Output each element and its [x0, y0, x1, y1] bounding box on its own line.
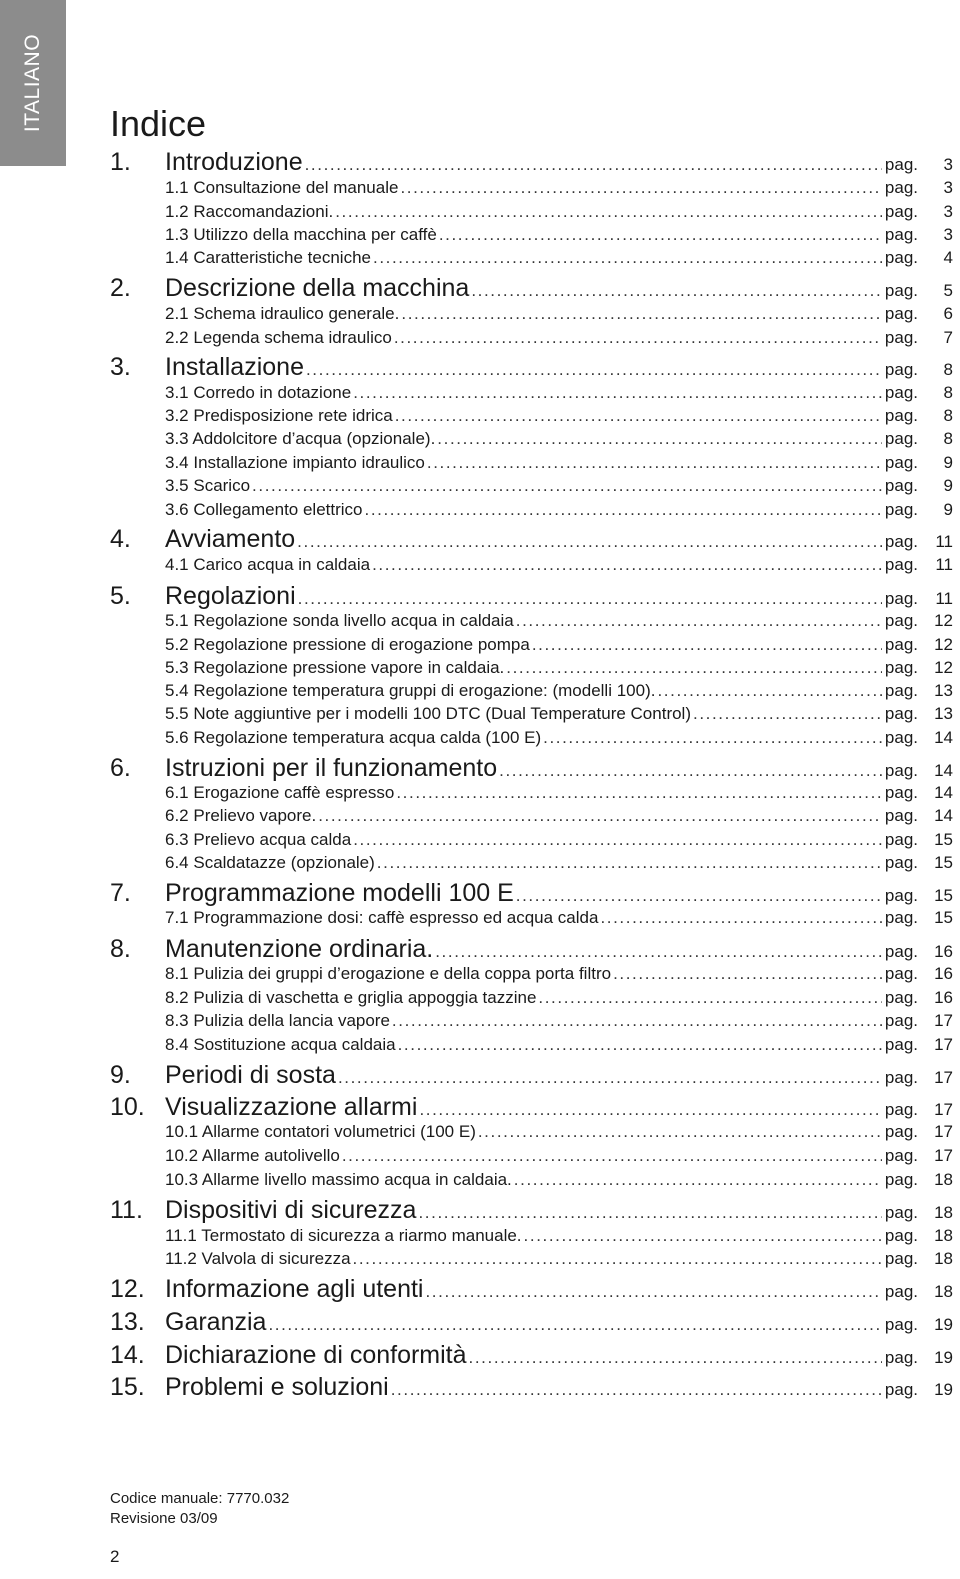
toc-page-number: 19: [934, 1348, 953, 1367]
toc-page-number: 14: [934, 761, 953, 780]
toc-page-label: pag.: [884, 360, 918, 379]
toc-dot-leader: [439, 223, 882, 246]
toc-page-label: pag.: [884, 532, 918, 551]
toc-chapter-number: 10.: [110, 1093, 145, 1121]
toc-page-number: 4: [943, 247, 953, 267]
toc-page-number: 14: [934, 727, 953, 747]
toc-page-label: pag.: [884, 1225, 918, 1245]
toc-entry-title: 3.1 Corredo in dotazione: [165, 382, 352, 402]
toc-page-number: 7: [943, 327, 953, 347]
toc-entry-title: 5.5 Note aggiuntive per i modelli 100 DTC (Dual Temperature Control): [165, 703, 691, 723]
toc-entry-title: 3.5 Scarico: [165, 475, 251, 495]
toc-entry-title: Periodi di sosta: [165, 1061, 336, 1089]
toc-dot-leader: [524, 1224, 882, 1247]
toc-chapter-number: 11.: [110, 1196, 143, 1224]
toc-page-label: pag.: [884, 177, 918, 197]
toc-page-label: pag.: [884, 1010, 918, 1030]
toc-page-label: pag.: [884, 1034, 918, 1054]
toc-chapter-row: [110, 581, 953, 611]
toc-page-label: pag.: [884, 224, 918, 244]
toc-dot-leader: [401, 302, 882, 325]
toc-page-label: pag.: [884, 1282, 918, 1301]
toc-entry-title: 2.2 Legenda schema idraulico: [165, 327, 392, 347]
toc-section-row: [110, 804, 953, 827]
toc-page-label: pag.: [884, 727, 918, 747]
toc-page-label: pag.: [884, 1348, 918, 1367]
toc-dot-leader: [693, 702, 882, 725]
toc-entry-title: 11.2 Valvola di sicurezza: [165, 1248, 351, 1268]
toc-page-number: 9: [943, 452, 953, 472]
toc-chapter-row: [110, 352, 953, 382]
toc-entry-title: 1.2 Raccomandazioni.: [165, 201, 334, 221]
toc-section-row: [110, 986, 953, 1009]
toc-page-number: 15: [934, 829, 953, 849]
toc-chapter-row: [110, 878, 953, 908]
toc-entry-title: 6.4 Scaldatazze (opzionale): [165, 852, 375, 872]
toc-chapter-row: [110, 1060, 953, 1090]
toc-dot-leader: [353, 828, 882, 851]
toc-page-label: pag.: [884, 303, 918, 323]
page-title: Indice: [110, 103, 207, 144]
toc-section-row: [110, 1120, 953, 1143]
toc-dot-leader: [338, 1063, 882, 1093]
toc-section-row: [110, 223, 953, 246]
toc-section-row: [110, 1144, 953, 1167]
toc-entry-title: Visualizzazione allarmi: [165, 1093, 418, 1121]
toc-page-label: pag.: [884, 1315, 918, 1334]
toc-page-number: 17: [934, 1145, 953, 1165]
toc-page-label: pag.: [884, 1068, 918, 1087]
toc-page-number: 13: [934, 680, 953, 700]
toc-page-number: 19: [934, 1315, 953, 1334]
toc-page-label: pag.: [884, 634, 918, 654]
toc-entry-title: 5.1 Regolazione sonda livello acqua in caldaia: [165, 610, 514, 630]
toc-page-number: 18: [934, 1282, 953, 1301]
toc-dot-leader: [600, 906, 881, 929]
toc-chapter-number: 4.: [110, 525, 131, 553]
toc-page-number: 17: [934, 1100, 953, 1119]
toc-page-label: pag.: [884, 610, 918, 630]
toc-dot-leader: [391, 1375, 882, 1405]
toc-page-number: 16: [934, 987, 953, 1007]
toc-page-label: pag.: [884, 680, 918, 700]
toc-page-label: pag.: [884, 886, 918, 905]
toc-dot-leader: [516, 609, 882, 632]
toc-chapter-number: 8.: [110, 935, 131, 963]
toc-chapter-number: 9.: [110, 1061, 131, 1089]
toc-page-number: 12: [934, 657, 953, 677]
toc-section-row: [110, 1224, 953, 1247]
toc-page-number: 3: [943, 201, 953, 221]
toc-page-label: pag.: [884, 761, 918, 780]
toc-entry-title: 6.2 Prelievo vapore.: [165, 805, 317, 825]
toc-page-number: 8: [943, 360, 953, 379]
toc-page-label: pag.: [884, 554, 918, 574]
toc-dot-leader: [365, 498, 882, 521]
toc-dot-leader: [514, 1168, 882, 1191]
toc-page-number: 3: [943, 177, 953, 197]
toc-section-row: [110, 474, 953, 497]
toc-dot-leader: [252, 474, 882, 497]
toc-entry-title: 8.4 Sostituzione acqua caldaia: [165, 1034, 396, 1054]
toc-section-row: [110, 176, 953, 199]
toc-chapter-row: [110, 1372, 953, 1402]
toc-page-label: pag.: [884, 428, 918, 448]
toc-dot-leader: [353, 381, 882, 404]
toc-chapter-row: [110, 1340, 953, 1370]
toc-dot-leader: [532, 633, 882, 656]
toc-dot-leader: [395, 404, 882, 427]
toc-page-label: pag.: [884, 155, 918, 174]
toc-chapter-row: [110, 753, 953, 783]
toc-page-number: 8: [943, 405, 953, 425]
toc-page-number: 8: [943, 428, 953, 448]
toc-chapter-number: 14.: [110, 1341, 145, 1369]
toc-dot-leader: [394, 326, 882, 349]
toc-page-number: 17: [934, 1034, 953, 1054]
toc-page-label: pag.: [884, 327, 918, 347]
toc-entry-title: 3.3 Addolcitore d’acqua (opzionale).: [165, 428, 436, 448]
toc-section-row: [110, 1009, 953, 1032]
toc-entry-title: 1.4 Caratteristiche tecniche: [165, 247, 371, 267]
toc-entry-title: 8.2 Pulizia di vaschetta e griglia appoggia tazzine: [165, 987, 537, 1007]
toc-page-number: 16: [934, 942, 953, 961]
toc-page-number: 11: [935, 532, 953, 551]
toc-section-row: [110, 427, 953, 450]
toc-page-label: pag.: [884, 1203, 918, 1222]
toc-dot-leader: [657, 679, 881, 702]
toc-page-label: pag.: [884, 201, 918, 221]
table-of-contents: [110, 0, 953, 1579]
toc-page-label: pag.: [884, 782, 918, 802]
toc-page-number: 3: [943, 155, 953, 174]
toc-entry-title: 4.1 Carico acqua in caldaia: [165, 554, 371, 574]
toc-page-label: pag.: [884, 907, 918, 927]
toc-dot-leader: [353, 1247, 882, 1270]
toc-chapter-row: [110, 1307, 953, 1337]
toc-entry-title: Regolazioni: [165, 582, 296, 610]
toc-section-row: [110, 702, 953, 725]
toc-page-number: 9: [943, 475, 953, 495]
toc-section-row: [110, 781, 953, 804]
toc-section-row: [110, 553, 953, 576]
toc-page-number: 16: [934, 963, 953, 983]
toc-dot-leader: [425, 1277, 881, 1307]
toc-page-label: pag.: [884, 963, 918, 983]
toc-chapter-row: [110, 1274, 953, 1304]
toc-chapter-number: 12.: [110, 1275, 145, 1303]
toc-section-row: [110, 851, 953, 874]
toc-entry-title: 10.2 Allarme autolivello: [165, 1145, 340, 1165]
toc-page-label: pag.: [884, 247, 918, 267]
toc-entry-title: 5.2 Regolazione pressione di erogazione pompa: [165, 634, 530, 654]
toc-page-number: 3: [943, 224, 953, 244]
toc-page-number: 17: [934, 1068, 953, 1087]
toc-dot-leader: [373, 246, 882, 269]
toc-page-number: 18: [934, 1169, 953, 1189]
toc-page-number: 11: [935, 554, 953, 574]
toc-section-row: [110, 726, 953, 749]
toc-page-label: pag.: [884, 1100, 918, 1119]
toc-chapter-number: 2.: [110, 274, 131, 302]
toc-section-row: [110, 498, 953, 521]
toc-page-number: 19: [934, 1380, 953, 1399]
toc-section-row: [110, 633, 953, 656]
toc-dot-leader: [377, 851, 882, 874]
toc-page-label: pag.: [884, 589, 918, 608]
toc-page-label: pag.: [884, 1380, 918, 1399]
toc-entry-title: Dispositivi di sicurezza: [165, 1196, 417, 1224]
toc-entry-title: 10.1 Allarme contatori volumetrici (100 E): [165, 1121, 476, 1141]
toc-page-label: pag.: [884, 382, 918, 402]
toc-page-label: pag.: [884, 499, 918, 519]
toc-page-label: pag.: [884, 281, 918, 300]
toc-entry-title: Garanzia: [165, 1308, 267, 1336]
toc-section-row: [110, 962, 953, 985]
toc-entry-title: 1.3 Utilizzo della macchina per caffè: [165, 224, 437, 244]
toc-entry-title: 5.3 Regolazione pressione vapore in caldaia.: [165, 657, 505, 677]
toc-section-row: [110, 1168, 953, 1191]
manual-code: Codice manuale: 7770.032: [110, 1490, 290, 1507]
toc-dot-leader: [613, 962, 882, 985]
toc-dot-leader: [335, 200, 882, 223]
toc-page-number: 6: [943, 303, 953, 323]
toc-page-number: 9: [943, 499, 953, 519]
toc-entry-title: 8.3 Pulizia della lancia vapore: [165, 1010, 390, 1030]
toc-page-label: pag.: [884, 475, 918, 495]
toc-page-label: pag.: [884, 405, 918, 425]
toc-dot-leader: [268, 1310, 881, 1340]
toc-section-row: [110, 1247, 953, 1270]
toc-entry-title: 11.1 Termostato di sicurezza a riarmo manuale.: [165, 1225, 522, 1245]
toc-dot-leader: [538, 986, 882, 1009]
toc-entry-title: Dichiarazione di conformità: [165, 1341, 467, 1369]
toc-dot-leader: [318, 804, 882, 827]
toc-entry-title: 6.1 Erogazione caffè espresso: [165, 782, 395, 802]
toc-chapter-number: 15.: [110, 1373, 145, 1401]
toc-chapter-row: [110, 147, 953, 177]
toc-page-label: pag.: [884, 1145, 918, 1165]
toc-page-number: 17: [934, 1121, 953, 1141]
toc-page-number: 14: [934, 805, 953, 825]
toc-dot-leader: [372, 553, 882, 576]
toc-page-label: pag.: [884, 805, 918, 825]
toc-section-row: [110, 679, 953, 702]
toc-dot-leader: [543, 726, 882, 749]
toc-section-row: [110, 404, 953, 427]
toc-section-row: [110, 609, 953, 632]
toc-entry-title: 6.3 Prelievo acqua calda: [165, 829, 352, 849]
toc-chapter-number: 6.: [110, 754, 131, 782]
toc-page-label: pag.: [884, 829, 918, 849]
toc-section-row: [110, 451, 953, 474]
toc-entry-title: 5.4 Regolazione temperatura gruppi di erogazione: (modelli 100).: [165, 680, 656, 700]
footer: [110, 1489, 289, 1529]
toc-page-number: 11: [935, 589, 953, 608]
toc-page-label: pag.: [884, 657, 918, 677]
toc-page-label: pag.: [884, 1248, 918, 1268]
toc-chapter-number: 13.: [110, 1308, 145, 1336]
toc-page-number: 5: [943, 281, 953, 300]
toc-entry-title: Avviamento: [165, 525, 296, 553]
toc-page-label: pag.: [884, 942, 918, 961]
toc-chapter-row: [110, 1092, 953, 1122]
toc-page-label: pag.: [884, 1169, 918, 1189]
page-number: 2: [110, 1547, 120, 1566]
toc-section-row: [110, 906, 953, 929]
language-tab-label: ITALIANO: [21, 33, 44, 133]
toc-section-row: [110, 200, 953, 223]
language-tab: [0, 0, 66, 166]
toc-page-number: 12: [934, 610, 953, 630]
toc-page-number: 18: [934, 1248, 953, 1268]
toc-section-row: [110, 246, 953, 269]
toc-dot-leader: [392, 1009, 882, 1032]
toc-page-number: 12: [934, 634, 953, 654]
toc-page-label: pag.: [884, 987, 918, 1007]
toc-page-label: pag.: [884, 852, 918, 872]
toc-page-number: 17: [934, 1010, 953, 1030]
toc-entry-title: Problemi e soluzioni: [165, 1373, 389, 1401]
toc-chapter-number: 1.: [110, 148, 131, 176]
toc-section-row: [110, 1033, 953, 1056]
toc-dot-leader: [506, 656, 882, 679]
toc-entry-title: Introduzione: [165, 148, 303, 176]
toc-entry-title: Manutenzione ordinaria.: [165, 935, 434, 963]
toc-entry-title: 7.1 Programmazione dosi: caffè espresso ed acqua calda: [165, 907, 599, 927]
toc-chapter-row: [110, 273, 953, 303]
toc-page-number: 13: [934, 703, 953, 723]
toc-page-number: 18: [934, 1203, 953, 1222]
toc-page-label: pag.: [884, 1121, 918, 1141]
toc-entry-title: Installazione: [165, 353, 304, 381]
toc-chapter-row: [110, 1195, 953, 1225]
toc-page-number: 15: [934, 852, 953, 872]
toc-section-row: [110, 302, 953, 325]
toc-chapter-number: 3.: [110, 353, 131, 381]
toc-entry-title: 3.4 Installazione impianto idraulico: [165, 452, 425, 472]
revision: Revisione 03/09: [110, 1510, 218, 1527]
toc-section-row: [110, 381, 953, 404]
toc-dot-leader: [396, 781, 882, 804]
toc-entry-title: 3.6 Collegamento elettrico: [165, 499, 363, 519]
toc-entry-title: Istruzioni per il funzionamento: [165, 754, 498, 782]
toc-dot-leader: [398, 1033, 882, 1056]
toc-chapter-row: [110, 934, 953, 964]
toc-page-number: 14: [934, 782, 953, 802]
toc-page-number: 8: [943, 382, 953, 402]
toc-entry-title: Programmazione modelli 100 E: [165, 879, 514, 907]
toc-dot-leader: [469, 1343, 882, 1373]
toc-entry-title: Informazione agli utenti: [165, 1275, 424, 1303]
toc-dot-leader: [478, 1120, 882, 1143]
toc-chapter-number: 7.: [110, 879, 131, 907]
toc-chapter-number: 5.: [110, 582, 131, 610]
toc-dot-leader: [342, 1144, 882, 1167]
toc-entry-title: Descrizione della macchina: [165, 274, 470, 302]
toc-section-row: [110, 326, 953, 349]
toc-entry-title: 10.3 Allarme livello massimo acqua in caldaia.: [165, 1169, 512, 1189]
toc-page-label: pag.: [884, 452, 918, 472]
toc-dot-leader: [437, 427, 882, 450]
toc-section-row: [110, 828, 953, 851]
toc-entry-title: 5.6 Regolazione temperatura acqua calda (100 E): [165, 727, 542, 747]
toc-entry-title: 2.1 Schema idraulico generale.: [165, 303, 400, 323]
toc-section-row: [110, 656, 953, 679]
toc-page-number: 15: [934, 907, 953, 927]
toc-entry-title: 1.1 Consultazione del manuale: [165, 177, 399, 197]
toc-chapter-row: [110, 524, 953, 554]
toc-entry-title: 3.2 Predisposizione rete idrica: [165, 405, 393, 425]
toc-dot-leader: [400, 176, 881, 199]
toc-entry-title: 8.1 Pulizia dei gruppi d’erogazione e della coppa porta filtro: [165, 963, 612, 983]
toc-page-label: pag.: [884, 703, 918, 723]
toc-page-number: 18: [934, 1225, 953, 1245]
toc-dot-leader: [427, 451, 882, 474]
toc-page-number: 15: [934, 886, 953, 905]
